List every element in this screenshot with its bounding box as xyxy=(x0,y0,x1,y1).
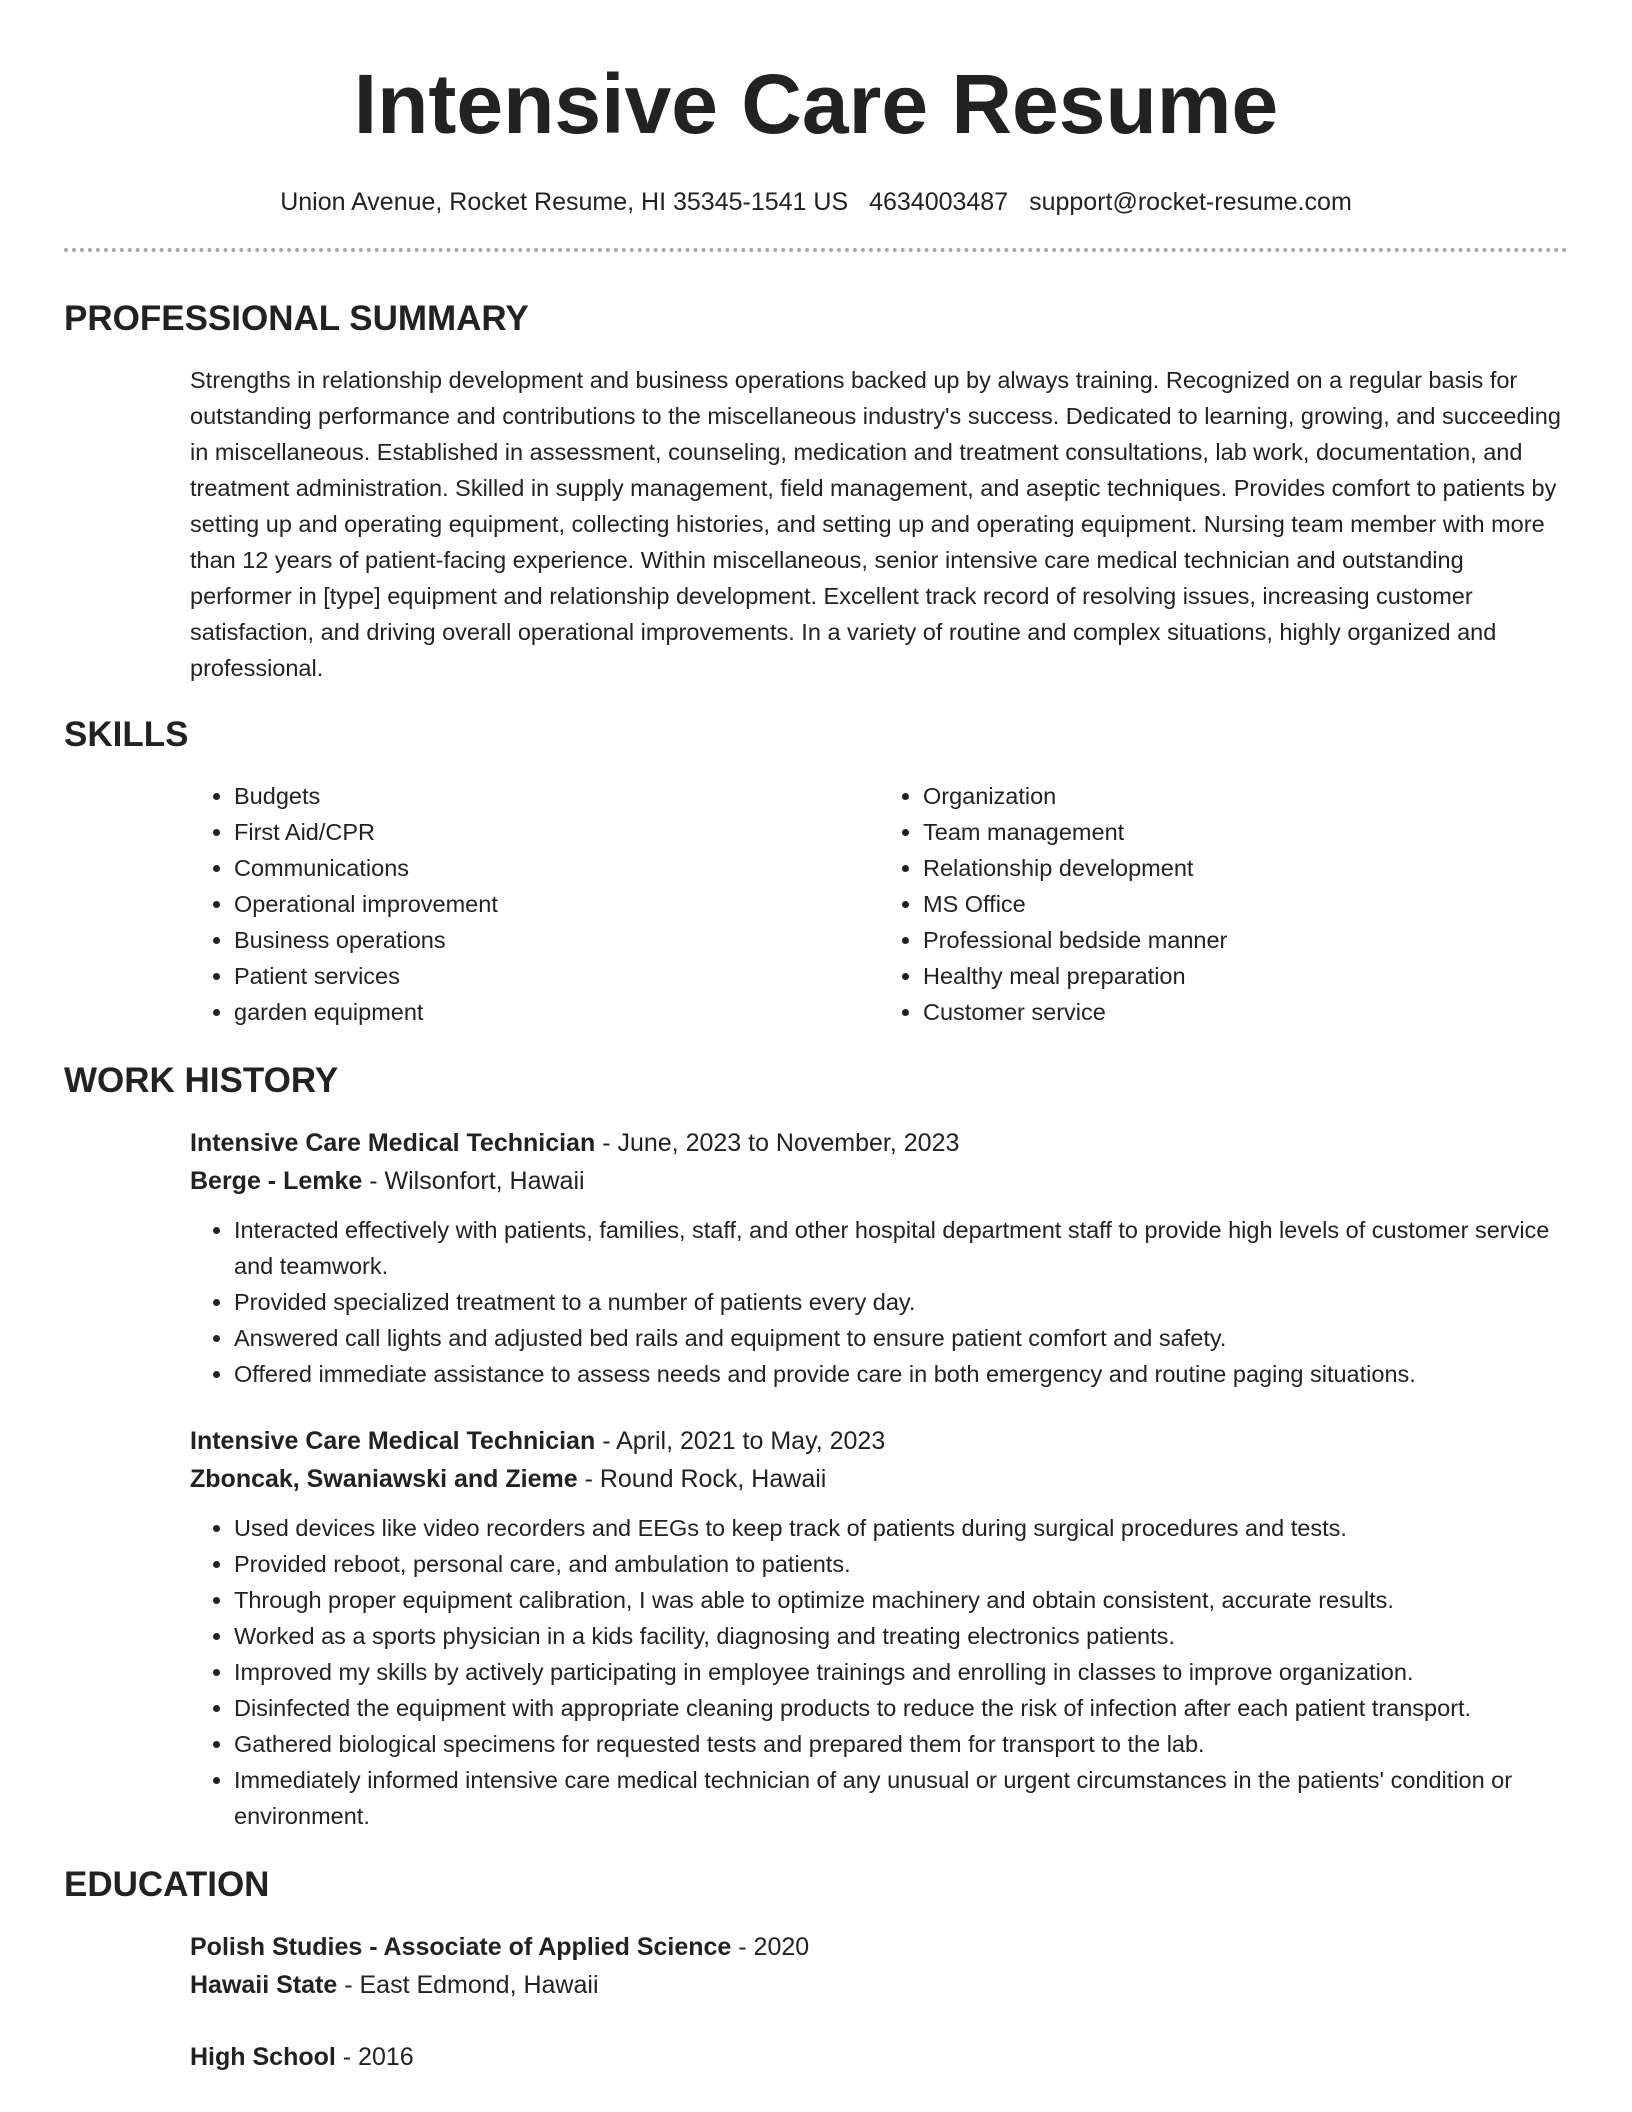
job-bullet: • Immediately informed intensive care medical technician of any unusual or urgent circumstances in the patients' condition or environment. xyxy=(234,1762,1568,1834)
job-title: Intensive Care Medical Technician xyxy=(190,1427,596,1455)
education-entry xyxy=(190,1928,1568,2004)
job-location: - Wilsonfort, Hawaii xyxy=(362,1167,585,1195)
skill-item: • Patient services xyxy=(234,958,879,994)
skills-section xyxy=(64,714,1568,1030)
skill-item: • Healthy meal preparation xyxy=(923,958,1568,994)
skills-heading: SKILLS xyxy=(64,715,189,754)
skill-item: • Organization xyxy=(923,778,1568,814)
education-degree-line xyxy=(190,2038,1568,2076)
summary-section xyxy=(64,298,1568,686)
skill-item: • Professional bedside manner xyxy=(923,922,1568,958)
education-school-line xyxy=(190,1966,1568,2004)
job-bullet: • Offered immediate assistance to assess needs and provide care in both emergency and routine paging situations. xyxy=(234,1356,1568,1392)
skill-item: • Budgets xyxy=(234,778,879,814)
contact-phone: 4634003487 xyxy=(869,188,1009,216)
skill-item: • Team management xyxy=(923,814,1568,850)
summary-text: Strengths in relationship development and business operations backed up by always training. Recognized on a regular basis for outstanding performance and contributions to the miscellaneous industry's success. Dedicated to learning, growing, and succeeding in miscellaneous. Established in assessment, counseling, medication and treatment consultations, lab work, documentation, and treatment administration. Skilled in supply management, field management, and aseptic techniques. Provides comfort to patients by setting up and operating equipment, collecting histories, and setting up and operating equipment. Nursing team member with more than 12 years of patient-facing experience. Within miscellaneous, senior intensive care medical technician and outstanding performer in [type] equipment and relationship development. Excellent track record of resolving issues, increasing customer satisfaction, and driving overall operational improvements. In a variety of routine and complex situations, highly organized and professional. xyxy=(190,367,1561,681)
job-bullet: • Disinfected the equipment with appropriate cleaning products to reduce the risk of infection after each patient transport. xyxy=(234,1690,1568,1726)
education-degree: High School xyxy=(190,2043,336,2071)
job-bullets xyxy=(190,1212,1568,1392)
contact-info xyxy=(64,186,1568,218)
job-bullet: • Through proper equipment calibration, I was able to optimize machinery and obtain consistent, accurate results. xyxy=(234,1582,1568,1618)
summary-heading: PROFESSIONAL SUMMARY xyxy=(64,299,529,338)
job-location: - Round Rock, Hawaii xyxy=(577,1465,827,1493)
job-bullet: • Gathered biological specimens for requested tests and prepared them for transport to the lab. xyxy=(234,1726,1568,1762)
education-year: - 2016 xyxy=(335,2043,414,2071)
education-school: Hawaii State xyxy=(190,1971,338,1999)
skill-item: • Communications xyxy=(234,850,879,886)
job-title: Intensive Care Medical Technician xyxy=(190,1129,596,1157)
header-divider xyxy=(64,248,1568,252)
job-bullet: • Answered call lights and adjusted bed rails and equipment to ensure patient comfort and safety. xyxy=(234,1320,1568,1356)
job-title-line xyxy=(190,1422,1568,1460)
skill-item: • MS Office xyxy=(923,886,1568,922)
skill-item: • First Aid/CPR xyxy=(234,814,879,850)
skill-item: • garden equipment xyxy=(234,994,879,1030)
education-degree-line xyxy=(190,1928,1568,1966)
resume-title: Intensive Care Resume xyxy=(353,57,1279,151)
skill-item: • Relationship development xyxy=(923,850,1568,886)
job-bullets xyxy=(190,1510,1568,1834)
contact-email: support@rocket-resume.com xyxy=(1029,188,1352,216)
job-bullet: • Worked as a sports physician in a kids facility, diagnosing and treating electronics patients. xyxy=(234,1618,1568,1654)
education-year: - 2020 xyxy=(731,1933,810,1961)
job-bullet: • Used devices like video recorders and EEGs to keep track of patients during surgical procedures and tests. xyxy=(234,1510,1568,1546)
job-company: Berge - Lemke xyxy=(190,1167,363,1195)
job-bullet: • Improved my skills by actively participating in employee trainings and enrolling in classes to improve organization. xyxy=(234,1654,1568,1690)
education-heading: EDUCATION xyxy=(64,1865,270,1904)
job-company-line xyxy=(190,1162,1568,1200)
skill-item: • Operational improvement xyxy=(234,886,879,922)
education-section xyxy=(64,1864,1568,2076)
education-degree: Polish Studies - Associate of Applied Science xyxy=(190,1933,732,1961)
job-entry xyxy=(190,1124,1568,1392)
contact-address: Union Avenue, Rocket Resume, HI 35345-1541 US xyxy=(280,188,849,216)
job-dates: - April, 2021 to May, 2023 xyxy=(595,1427,886,1455)
job-company-line xyxy=(190,1460,1568,1498)
skills-list-right xyxy=(879,778,1568,1030)
skill-item: • Customer service xyxy=(923,994,1568,1030)
job-bullet: • Interacted effectively with patients, families, staff, and other hospital department staff to provide high levels of customer service and teamwork. xyxy=(234,1212,1568,1284)
skills-columns xyxy=(190,778,1568,1030)
education-entry xyxy=(190,2038,1568,2076)
job-bullet: • Provided reboot, personal care, and ambulation to patients. xyxy=(234,1546,1568,1582)
work-history-section xyxy=(64,1060,1568,1834)
education-location: - East Edmond, Hawaii xyxy=(337,1971,599,1999)
job-title-line xyxy=(190,1124,1568,1162)
work-history-heading: WORK HISTORY xyxy=(64,1061,339,1100)
job-company: Zboncak, Swaniawski and Zieme xyxy=(190,1465,578,1493)
job-dates: - June, 2023 to November, 2023 xyxy=(595,1129,960,1157)
skills-list-left xyxy=(190,778,879,1030)
job-bullet: • Provided specialized treatment to a number of patients every day. xyxy=(234,1284,1568,1320)
skill-item: • Business operations xyxy=(234,922,879,958)
job-entry xyxy=(190,1422,1568,1834)
